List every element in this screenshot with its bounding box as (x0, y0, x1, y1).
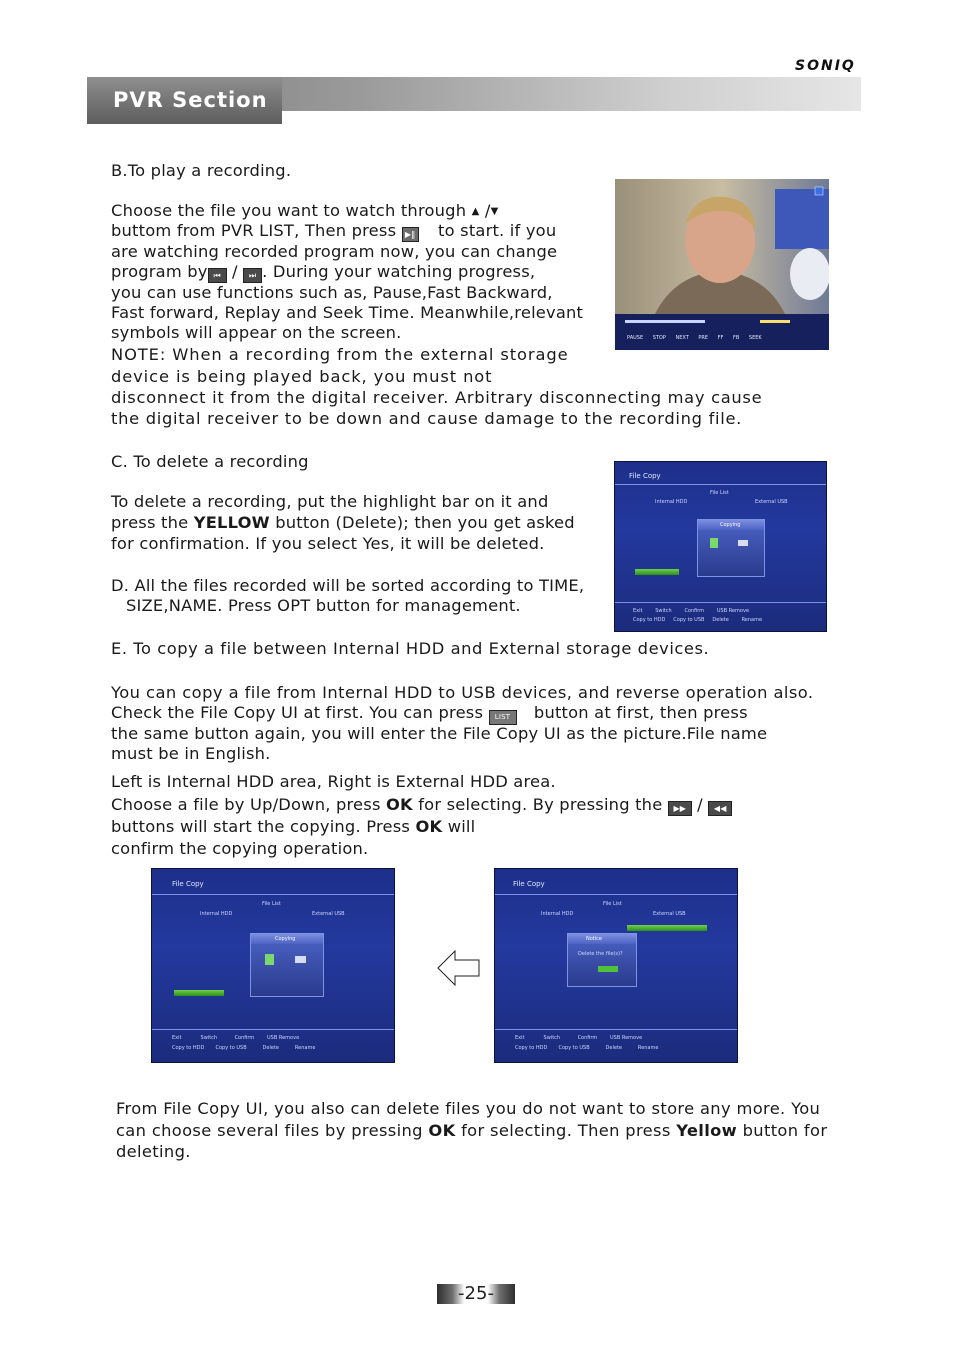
fc2-left-col: Internal HDD (200, 911, 233, 917)
sec-b-line-1: Choose the file you want to watch through ▲ /▼ (111, 201, 499, 220)
fc2-footer-2: Copy to HDD Copy to USB Delete Rename (172, 1045, 316, 1051)
file-copy-screenshot-1 (614, 461, 827, 632)
skip-back-key-icon: ⏮ (208, 268, 227, 283)
sec-e-heading: E. To copy a file between Internal HDD and External storage devices. (111, 639, 710, 658)
sec-e-line-3: the same button again, you will enter the File Copy UI as the picture.File name (111, 724, 768, 743)
sec-b-line-6: Fast forward, Replay and Seek Time. Meanwhile,relevant (111, 303, 584, 322)
sec-e-line-7: buttons will start the copying. Press OK will (111, 817, 476, 836)
file-copy-screenshot-2 (151, 868, 395, 1063)
rewind-key-icon: ◀◀ (708, 801, 732, 816)
sec-b-line-3: are watching recorded program now, you can change (111, 242, 558, 261)
sec-c-line-2: press the YELLOW button (Delete); then you get asked (111, 513, 575, 532)
fc1-highlight-bar (635, 569, 679, 575)
sec-b-line-5: you can use functions such as, Pause,Fast Backward, (111, 283, 553, 302)
fc2-list-title: File List (262, 901, 281, 907)
sec-e-line-4: must be in English. (111, 744, 271, 763)
fc3-footer-2: Copy to HDD Copy to USB Delete Rename (515, 1045, 659, 1051)
sec-d-line-1: D. All the files recorded will be sorted according to TIME, (111, 576, 585, 595)
fc1-copying-dialog: Copying (697, 519, 765, 577)
closing-line-2: can choose several files by pressing OK for selecting. Then press Yellow button for (116, 1121, 828, 1140)
sec-e-line-1: You can copy a file from Internal HDD to USB devices, and reverse operation also. (111, 683, 814, 702)
file-copy-screenshot-3 (494, 868, 738, 1063)
fc3-title: File Copy (513, 880, 545, 888)
play-pause-key-icon: ▶‖ (402, 227, 419, 242)
sec-b-line-4: program by ⏮ / ⏭ . During your watching progress, (111, 262, 536, 281)
sec-e-line-2: Check the File Copy UI at first. You can press LIST button at first, then press (111, 703, 748, 725)
fc3-left-col: Internal HDD (541, 911, 574, 917)
sec-b-note-1: NOTE: When a recording from the external storage (111, 345, 569, 364)
fc3-list-title: File List (603, 901, 622, 907)
sec-b-line-2: buttom from PVR LIST, Then press ▶‖ to start. if you (111, 221, 557, 240)
fc1-footer-2: Copy to HDD Copy to USB Delete Rename (633, 617, 763, 623)
sec-b-line-7: symbols will appear on the screen. (111, 323, 402, 342)
skip-forward-key-icon: ⏭ (243, 268, 262, 283)
sec-d-line-2: SIZE,NAME. Press OPT button for management. (126, 596, 521, 615)
fc2-footer: Exit Switch Confirm USB Remove (172, 1035, 300, 1041)
sec-e-line-5: Left is Internal HDD area, Right is External HDD area. (111, 772, 556, 791)
sec-b-note-4: the digital receiver to be down and cause damage to the recording file. (111, 409, 743, 428)
triangle-up-icon: ▲ (471, 206, 480, 217)
section-title: PVR Section (113, 88, 268, 112)
page-number: -25- (458, 1283, 494, 1304)
fc3-footer: Exit Switch Confirm USB Remove (515, 1035, 643, 1041)
sec-c-line-3: for confirmation. If you select Yes, it will be deleted. (111, 534, 545, 553)
fc3-highlight-bar (627, 925, 707, 931)
sec-c-line-1: To delete a recording, put the highlight bar on it and (111, 492, 549, 511)
brand-logo: SONIQ (795, 58, 856, 74)
fc1-list-title: File List (710, 490, 729, 496)
sec-e-line-8: confirm the copying operation. (111, 839, 369, 858)
fc2-highlight-bar (174, 990, 224, 996)
fc3-notice-dialog: Notice Delete the file(s)? (567, 933, 637, 987)
fc2-right-col: External USB (312, 911, 345, 917)
playback-controls: PAUSE STOP NEXT PRE FF FB SEEK (627, 335, 762, 341)
fc2-copying-dialog: Copying (250, 933, 324, 997)
fc1-right-col: External USB (755, 499, 788, 505)
playback-screenshot (615, 179, 829, 350)
presenter-image (615, 179, 829, 350)
fc1-left-col: Internal HDD (655, 499, 688, 505)
fc2-title: File Copy (172, 880, 204, 888)
fc3-right-col: External USB (653, 911, 686, 917)
sec-c-heading: C. To delete a recording (111, 452, 309, 471)
closing-line-1: From File Copy UI, you also can delete files you do not want to store any more. You (116, 1099, 821, 1118)
fc1-title: File Copy (629, 472, 661, 480)
list-key-icon: LIST (489, 710, 517, 725)
left-arrow-icon (437, 950, 481, 986)
sec-b-heading: B.To play a recording. (111, 161, 292, 180)
triangle-down-icon: ▼ (490, 206, 499, 217)
fc3-yes-button (598, 966, 618, 972)
fc1-footer: Exit Switch Confirm USB Remove (633, 608, 750, 614)
sec-e-line-6: Choose a file by Up/Down, press OK for selecting. By pressing the ▶▶ / ◀◀ (111, 795, 732, 816)
closing-line-3: deleting. (116, 1142, 191, 1161)
sec-b-note-3: disconnect it from the digital receiver. Arbitrary disconnecting may cause (111, 388, 763, 407)
fast-forward-key-icon: ▶▶ (668, 801, 692, 816)
sec-b-note-2: device is being played back, you must not (111, 367, 493, 386)
